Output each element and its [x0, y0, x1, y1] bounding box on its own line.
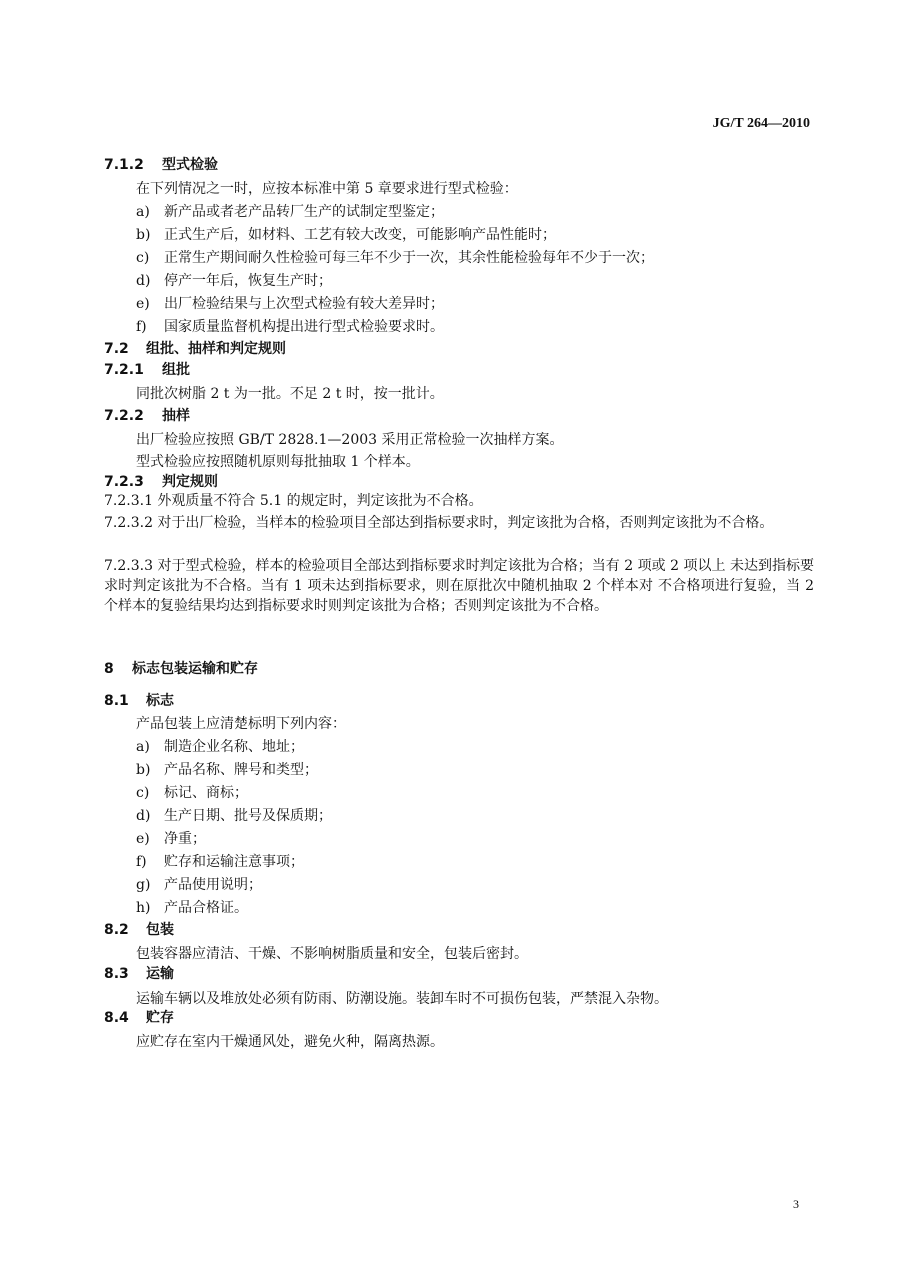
list-item: e) 出厂检验结果与上次型式检验有较大差异时； [136, 296, 444, 312]
paragraph: 运输车辆以及堆放处必须有防雨、防潮设施。装卸车时不可损伤包装，严禁混入杂物。 [136, 991, 668, 1007]
list-item: b) 产品名称、牌号和类型； [136, 762, 318, 778]
section-number: 8 [104, 661, 114, 677]
heading-7-2 [104, 338, 286, 358]
paragraph: 产品包装上应清楚标明下列内容： [136, 716, 346, 732]
list-item: a) 新产品或者老产品转厂生产的试制定型鉴定； [136, 204, 444, 220]
section-number: 7.2.2 [104, 408, 144, 424]
list-item: c) 正常生产期间耐久性检验可每三年不少于一次，其余性能检验每年不少于一次； [136, 250, 654, 266]
paragraph: 在下列情况之一时，应按本标准中第 5 章要求进行型式检验： [136, 181, 518, 197]
heading-7-2-1 [104, 359, 190, 379]
section-title: 组批 [162, 362, 190, 378]
section-title: 包装 [146, 922, 174, 938]
section-number: 7.2.1 [104, 362, 144, 378]
list-item: d) 停产一年后，恢复生产时； [136, 273, 332, 289]
clause-7-2-3-3: 7.2.3.3 对于型式检验，样本的检验项目全部达到指标要求时判定该批为合格；当有 2 项或 2 项以上 未达到指标要求时判定该批为不合格。当有 1 项未达到指标要求，则在原批次中随机抽取 2 个样本对 不合格项进行复验，当 2 个样本的复验结果均达到指标要求时则判定该批为合格；否则判定该批为不合格。 [104, 558, 814, 614]
section-number: 7.2.3 [104, 474, 144, 490]
list-item: b) 正式生产后，如材料、工艺有较大改变，可能影响产品性能时； [136, 227, 556, 243]
section-number: 8.2 [104, 922, 129, 938]
list-item: a) 制造企业名称、地址； [136, 739, 304, 755]
page-number: 3 [793, 1197, 799, 1211]
section-number: 8.4 [104, 1010, 129, 1026]
paragraph: 包装容器应清洁、干燥、不影响树脂质量和安全，包装后密封。 [136, 946, 528, 962]
paragraph: 出厂检验应按照 GB/T 2828.1—2003 采用正常检验一次抽样方案。 [136, 432, 564, 448]
list-item: h) 产品合格证。 [136, 900, 248, 916]
paragraph: 型式检验应按照随机原则每批抽取 1 个样本。 [136, 454, 420, 470]
heading-8-2 [104, 919, 174, 939]
heading-7-2-3 [104, 471, 218, 491]
paragraph: 应贮存在室内干燥通风处，避免火种，隔离热源。 [136, 1034, 444, 1050]
list-item: c) 标记、商标； [136, 785, 248, 801]
heading-7-2-2 [104, 405, 190, 425]
paragraph: 同批次树脂 2 t 为一批。不足 2 t 时，按一批计。 [136, 386, 444, 402]
heading-8-1 [104, 690, 174, 710]
section-number: 7.1.2 [104, 157, 144, 173]
section-title: 判定规则 [162, 474, 218, 490]
section-number: 8.1 [104, 693, 129, 709]
list-item: f) 国家质量监督机构提出进行型式检验要求时。 [136, 319, 444, 335]
section-title: 型式检验 [162, 157, 218, 173]
list-item: f) 贮存和运输注意事项； [136, 854, 304, 870]
heading-7-1-2 [104, 154, 218, 174]
list-item: e) 净重； [136, 831, 206, 847]
list-item: g) 产品使用说明； [136, 877, 262, 893]
section-title: 组批、抽样和判定规则 [146, 341, 286, 357]
section-number: 8.3 [104, 966, 129, 982]
section-title: 贮存 [146, 1010, 174, 1026]
section-title: 标志包装运输和贮存 [132, 661, 258, 677]
standard-number: JG/T 264—2010 [712, 116, 810, 131]
section-title: 运输 [146, 966, 174, 982]
section-number: 7.2 [104, 341, 129, 357]
heading-8-4 [104, 1007, 174, 1027]
heading-8 [104, 658, 258, 678]
heading-8-3 [104, 963, 174, 983]
section-title: 标志 [146, 693, 174, 709]
list-item: d) 生产日期、批号及保质期； [136, 808, 332, 824]
section-title: 抽样 [162, 408, 190, 424]
clause-7-2-3-1: 7.2.3.1 外观质量不符合 5.1 的规定时，判定该批为不合格。 [104, 493, 483, 509]
clause-7-2-3-2: 7.2.3.2 对于出厂检验，当样本的检验项目全部达到指标要求时，判定该批为合格，否则判定该批为不合格。 [104, 515, 774, 531]
